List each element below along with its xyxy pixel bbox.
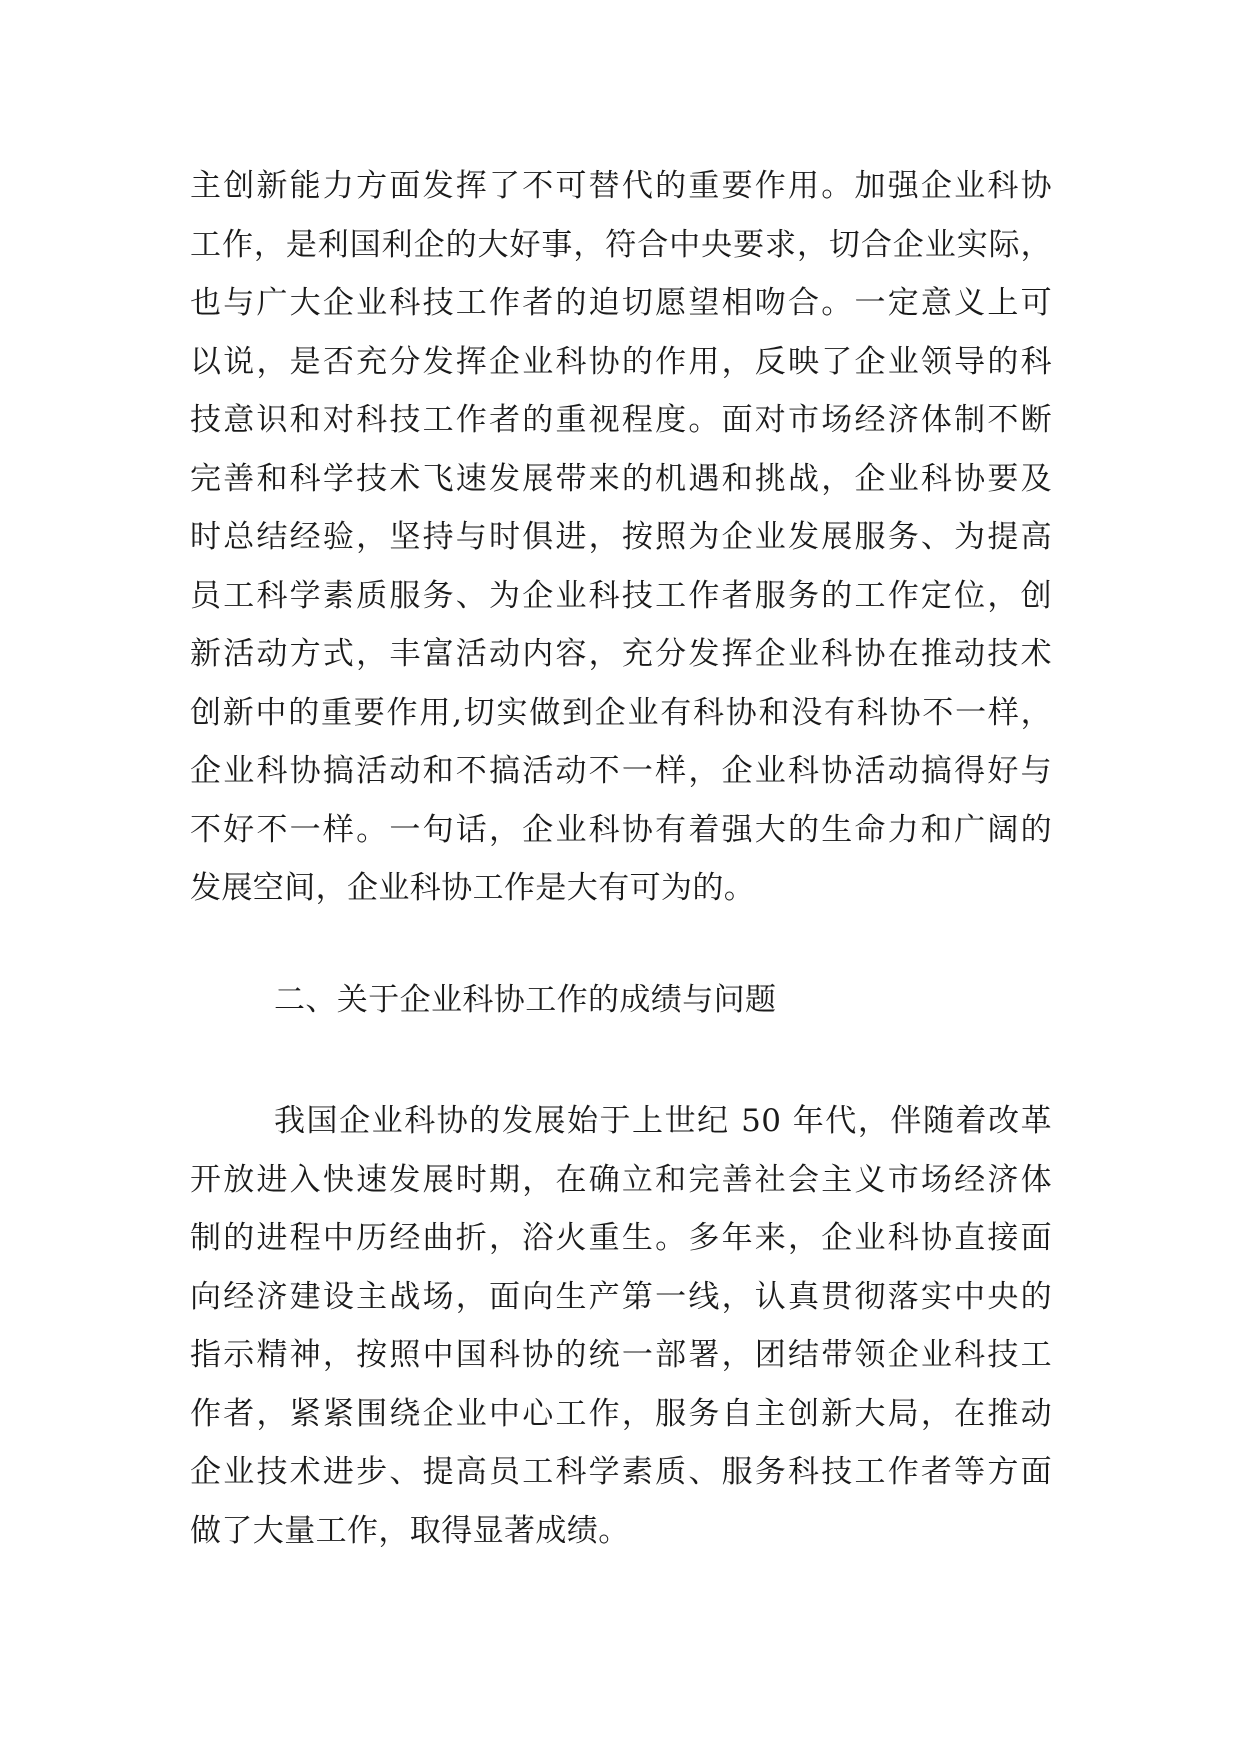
- paragraph-line: 员工科学素质服务、为企业科技工作者服务的工作定位，创: [190, 577, 1052, 614]
- paragraph-line: 我国企业科协的发展始于上世纪 50 年代，伴随着改革: [274, 1103, 1052, 1139]
- paragraph-continued: [190, 157, 1052, 918]
- paragraph-line: 工作，是利国利企的大好事，符合中央要求，切合企业实际，: [190, 226, 1052, 263]
- paragraph: [190, 1092, 1052, 1560]
- paragraph-line: 时总结经验，坚持与时俱进，按照为企业发展服务、为提高: [190, 519, 1052, 555]
- paragraph-line: 指示精神，按照中国科协的统一部署，团结带领企业科技工: [190, 1337, 1052, 1373]
- paragraph-line: 向经济建设主战场，面向生产第一线，认真贯彻落实中央的: [190, 1278, 1052, 1315]
- paragraph-line: 创新中的重要作用,切实做到企业有科协和没有科协不一样，: [190, 694, 1052, 731]
- paragraph-line: 技意识和对科技工作者的重视程度。面对市场经济体制不断: [190, 402, 1052, 438]
- paragraph-line: 发展空间，企业科协工作是大有可为的。: [190, 870, 756, 906]
- paragraph-line: 做了大量工作，取得显著成绩。: [190, 1512, 630, 1549]
- paragraph-line: 主创新能力方面发挥了不可替代的重要作用。加强企业科协: [190, 168, 1052, 204]
- paragraph-line: 企业科协搞活动和不搞活动不一样，企业科协活动搞得好与: [190, 753, 1052, 789]
- section-heading-text: 二、关于企业科协工作的成绩与问题: [274, 982, 777, 1018]
- paragraph-line: 制的进程中历经曲折，浴火重生。多年来，企业科协直接面: [190, 1220, 1052, 1256]
- paragraph-line: 企业技术进步、提高员工科学素质、服务科技工作者等方面: [190, 1454, 1052, 1490]
- paragraph-line: 不好不一样。一句话，企业科协有着强大的生命力和广阔的: [190, 811, 1052, 848]
- paragraph-line: 完善和科学技术飞速发展带来的机遇和挑战，企业科协要及: [190, 460, 1052, 497]
- paragraph-line: 开放进入快速发展时期，在确立和完善社会主义市场经济体: [190, 1161, 1052, 1198]
- paragraph-line: 以说，是否充分发挥企业科协的作用，反映了企业领导的科: [190, 343, 1052, 380]
- paragraph-line: 新活动方式，丰富活动内容，充分发挥企业科协在推动技术: [190, 636, 1052, 672]
- section-heading: [190, 971, 1052, 1030]
- paragraph-line: 作者，紧紧围绕企业中心工作，服务自主创新大局，在推动: [190, 1395, 1052, 1432]
- paragraph-line: 也与广大企业科技工作者的迫切愿望相吻合。一定意义上可: [190, 285, 1052, 321]
